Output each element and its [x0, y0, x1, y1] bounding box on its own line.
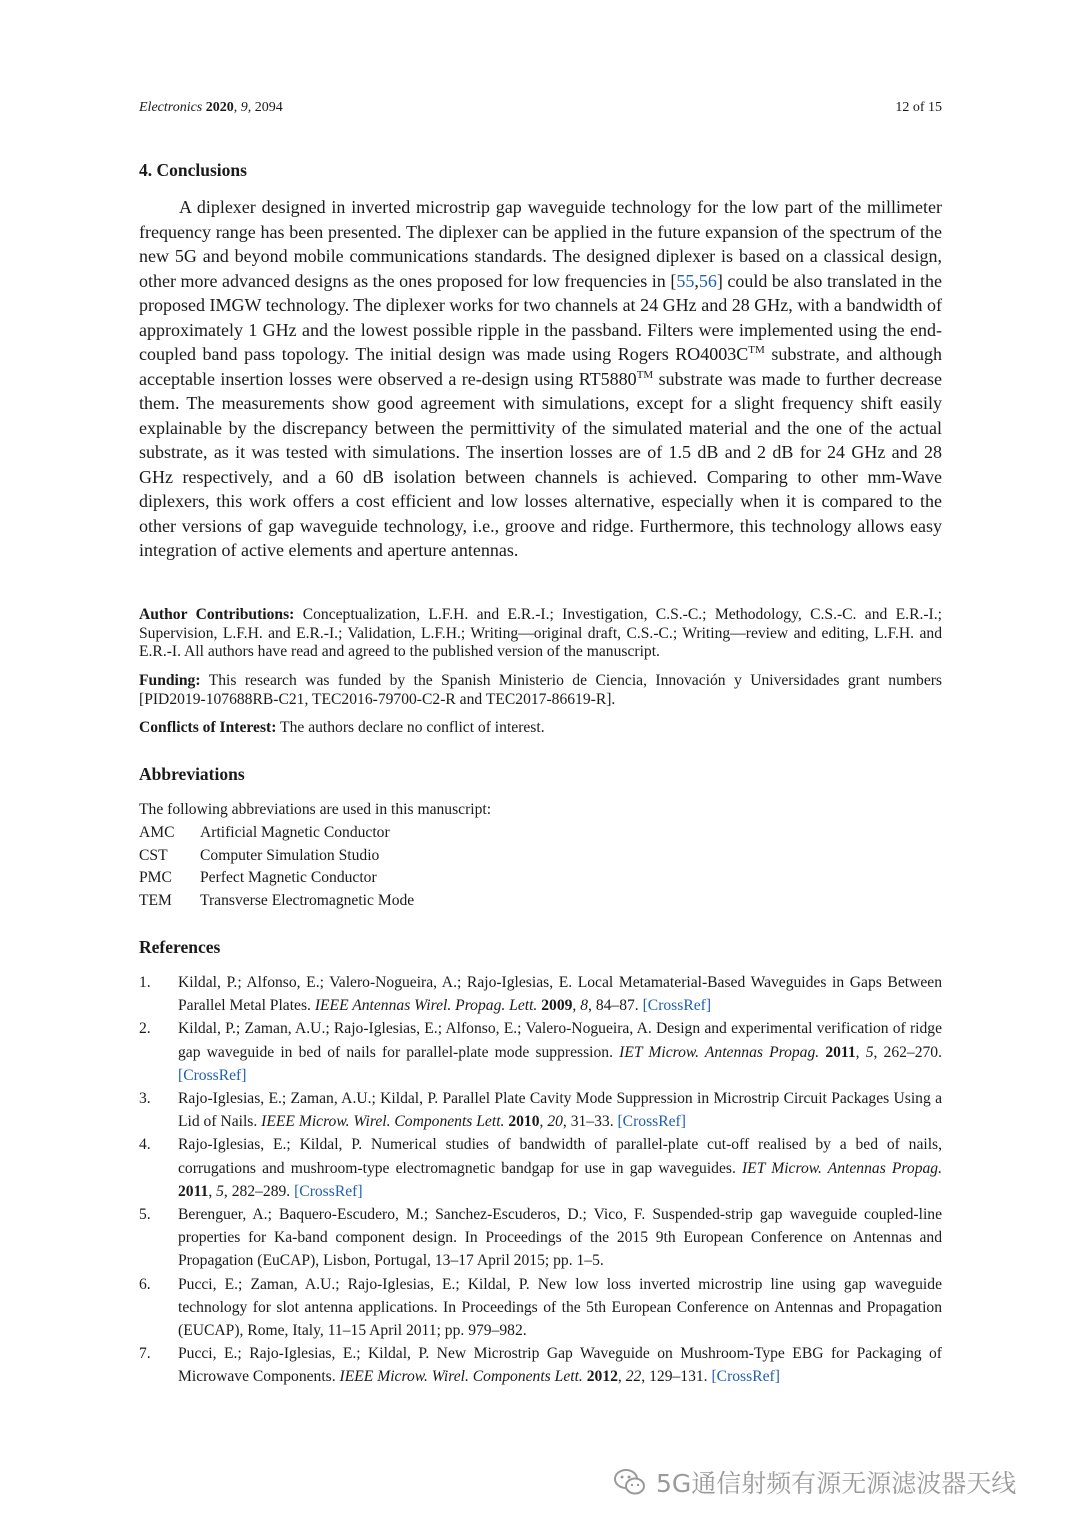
- reference-text: Rajo-Iglesias, E.; Zaman, A.U.; Kildal, P. Parallel Plate Cavity Mode Suppression in Microstrip Circuit Packages Using a Lid of Nails. IEEE Microw. Wirel. Components Lett. 2010, 20, 31–33. [CrossRef]: [178, 1090, 942, 1131]
- reference-item: [139, 1273, 942, 1343]
- reference-volume: 8: [580, 997, 589, 1015]
- reference-number: 3.: [139, 1090, 151, 1108]
- reference-text: Berenguer, A.; Baquero-Escudero, M.; Sanchez-Escuderos, D.; Vico, F. Suspended-strip gap waveguide coupled-line properties for Ka-band component design. In Proceedings of the 2015 9th European Conference on Antennas and Propagation (EuCAP), Lisbon, Portugal, 13–17 April 2015; pp. 1–5.: [178, 1206, 942, 1270]
- reference-item: [139, 1203, 942, 1273]
- reference-year: 2012: [586, 1368, 618, 1386]
- wechat-icon: [612, 1464, 648, 1500]
- funding-label: Funding:: [139, 672, 201, 689]
- article-number: 2094: [254, 100, 283, 115]
- abbreviation-value: Perfect Magnetic Conductor: [200, 869, 377, 886]
- reference-text: Rajo-Iglesias, E.; Kildal, P. Numerical studies of bandwidth of parallel-plate cut-off realised by a bed of nails, corrugations and mushroom-type electromagnetic bandgap for use in gap waveguides. IET Microw. Antennas Propag. 2011, 5, 282–289. [CrossRef]: [178, 1136, 942, 1200]
- journal-name: Electronics: [139, 100, 203, 115]
- abbreviations-heading: Abbreviations: [139, 764, 245, 784]
- crossref-link[interactable]: [CrossRef]: [178, 1066, 247, 1084]
- reference-number: 1.: [139, 974, 151, 991]
- reference-number: 5.: [139, 1206, 151, 1224]
- reference-number: 6.: [139, 1275, 151, 1293]
- abbreviation-row: [139, 822, 414, 845]
- running-head: [139, 100, 942, 116]
- journal-volume: 9: [240, 100, 248, 115]
- abbreviations-list: [139, 822, 414, 912]
- abbreviation-key: TEM: [139, 891, 172, 909]
- reference-journal: IEEE Microw. Wirel. Components Lett.: [339, 1368, 583, 1386]
- author-contributions-label: Author Contributions:: [139, 606, 295, 623]
- author-contributions: Author Contributions: Conceptualization, L.F.H. and E.R.-I.; Investigation, C.S.-C.; Methodology, C.S.-C. and E.R.-I.; Supervision, L.F.H. and E.R.-I.; Validation, L.F.H.; Writing—original draft, C.S.-C.; Writing—review and editing, L.F.H. and E.R.-I. All authors have read and agreed to the published version of the manuscript.: [139, 606, 942, 661]
- funding: Funding: This research was funded by the Spanish Ministerio de Ciencia, Innovación y Universidades grant numbers [PID2019-107688RB-C21, TEC2016-79700-C2-R and TEC2017-86619-R].: [139, 672, 942, 708]
- watermark: [612, 1462, 1016, 1502]
- reference-volume: 5: [216, 1182, 224, 1200]
- reference-volume: 22: [625, 1368, 642, 1386]
- abbreviation-value: Artificial Magnetic Conductor: [200, 824, 390, 841]
- abbreviation-key: PMC: [139, 869, 172, 886]
- citation-link[interactable]: 56: [698, 270, 717, 291]
- citation-link[interactable]: 55: [676, 270, 695, 291]
- reference-item: [139, 1342, 942, 1388]
- journal-citation: Electronics 2020, 9, 2094: [139, 100, 283, 115]
- reference-text: Kildal, P.; Alfonso, E.; Valero-Nogueira, A.; Rajo-Iglesias, E. Local Metamaterial-Based Waveguides in Gaps Between Parallel Metal Plates. IEEE Antennas Wirel. Propag. Lett. 2009, 8, 84–87. [CrossRef]: [178, 974, 942, 1015]
- reference-volume: 5: [865, 1043, 874, 1061]
- reference-item: [139, 1133, 942, 1203]
- reference-text: Kildal, P.; Zaman, A.U.; Rajo-Iglesias, E.; Alfonso, E.; Valero-Nogueira, A. Design and experimental verification of ridge gap waveguide in bed of nails for parallel-plate mode suppression. IET Microw. Antennas Propag. 2011, 5, 262–270. [CrossRef]: [178, 1020, 942, 1084]
- abbreviation-key: CST: [139, 846, 168, 864]
- references-list: [139, 971, 942, 1389]
- reference-number: 4.: [139, 1136, 151, 1154]
- reference-text: Pucci, E.; Zaman, A.U.; Rajo-Iglesias, E.; Kildal, P. New low loss inverted microstrip line using gap waveguide technology for slot antenna applications. In Proceedings of the 5th European Conference on Antennas and Propagation (EUCAP), Rome, Italy, 11–15 April 2011; pp. 979–982.: [178, 1275, 942, 1340]
- reference-journal: IEEE Antennas Wirel. Propag. Lett.: [314, 997, 538, 1015]
- crossref-link[interactable]: [CrossRef]: [617, 1113, 686, 1131]
- abbreviation-value: Computer Simulation Studio: [200, 846, 380, 864]
- crossref-link[interactable]: [CrossRef]: [642, 997, 712, 1015]
- abbreviation-value: Transverse Electromagnetic Mode: [200, 891, 415, 909]
- conclusions-paragraph: A diplexer designed in inverted microstrip gap waveguide technology for the low part of the millimeter frequency range has been presented. The diplexer can be applied in the future expansion of the spectrum of the new 5G and beyond mobile communications standards. The designed diplexer is based on a classical design, other more advanced designs as the ones proposed for low frequencies in [55,56] could be also translated in the proposed IMGW technology. The diplexer works for two channels at 24 GHz and 28 GHz, with a bandwidth of approximately 1 GHz and the lowest possible ripple in the passband. Filters were implemented using the end-coupled band pass topology. The initial design was made using Rogers RO4003C™ substrate, and although acceptable insertion losses were observed a re-design using RT5880™ substrate was made to further decrease them. The measurements show good agreement with simulations, except for a slight frequency shift easily explainable by the discrepancy between the permittivity of the simulated material and the one of the actual substrate, as it was tested with simulations. The insertion losses are of 1.5 dB and 2 dB for 24 GHz and 28 GHz respectively, and a 60 dB isolation between channels is achieved. Comparing to other mm-Wave diplexers, this work offers a cost efficient and low losses alternative, especially when it is compared to the other versions of gap waveguide technology, i.e., groove and ridge. Furthermore, this technology allows easy integration of active elements and aperture antennas.: [139, 197, 943, 560]
- reference-year: 2009: [541, 997, 573, 1015]
- references-heading: References: [139, 937, 221, 957]
- conflicts-of-interest: Conflicts of Interest: The authors declare no conflict of interest.: [139, 719, 545, 736]
- reference-number: 2.: [139, 1020, 151, 1038]
- page-number: 12 of 15: [895, 100, 942, 115]
- coi-label: Conflicts of Interest:: [139, 719, 277, 736]
- reference-item: [139, 1017, 942, 1087]
- reference-year: 2011: [825, 1043, 856, 1061]
- crossref-link[interactable]: [CrossRef]: [711, 1368, 780, 1386]
- abbreviations-intro: The following abbreviations are used in this manuscript:: [139, 801, 492, 818]
- abbreviation-row: [139, 867, 414, 890]
- journal-year: 2020: [205, 100, 234, 115]
- watermark-text: 5G通信射频有源无源滤波器天线: [656, 1469, 1017, 1498]
- abbreviation-row: [139, 890, 414, 913]
- reference-item: [139, 971, 942, 1017]
- reference-text: Pucci, E.; Rajo-Iglesias, E.; Kildal, P. New Microstrip Gap Waveguide on Mushroom-Type EBG for Packaging of Microwave Components. IEEE Microw. Wirel. Components Lett. 2012, 22, 129–131. [CrossRef]: [178, 1345, 942, 1386]
- reference-journal: IET Microw. Antennas Propag.: [741, 1159, 942, 1177]
- abbreviation-key: AMC: [139, 824, 175, 841]
- reference-journal: IET Microw. Antennas Propag.: [619, 1043, 820, 1061]
- reference-number: 7.: [139, 1345, 151, 1363]
- reference-journal: IEEE Microw. Wirel. Components Lett.: [261, 1113, 505, 1131]
- crossref-link[interactable]: [CrossRef]: [294, 1182, 363, 1200]
- reference-year: 2011: [178, 1182, 209, 1200]
- abbreviation-row: [139, 845, 414, 868]
- reference-year: 2010: [508, 1113, 540, 1131]
- conclusions-heading: 4. Conclusions: [139, 160, 247, 180]
- reference-item: [139, 1087, 942, 1133]
- reference-volume: 20: [547, 1113, 563, 1131]
